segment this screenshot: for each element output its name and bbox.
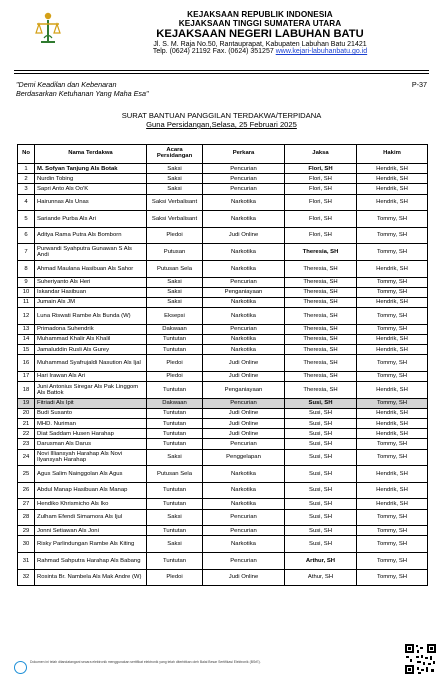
cell-no: 17 — [18, 371, 35, 381]
cell-perkara: Judi Online — [203, 408, 285, 418]
letterhead-website-link[interactable]: www.kejari-labuhanbatu.go.id — [275, 48, 368, 56]
cell-jaksa: Theresia, SH — [285, 297, 357, 307]
cell-jaksa: Theresia, SH — [285, 382, 357, 399]
cell-no: 19 — [18, 398, 35, 408]
table-row — [18, 355, 428, 372]
footer-note: Dokumen ini telah ditandatangani secara elektronik menggunakan sertifikat elektronik yang telah diterbitkan oleh Balai Besar Sertifikasi Elektronik (BSrE). — [30, 660, 261, 664]
cell-no: 11 — [18, 297, 35, 307]
cell-hakim: Tommy, SH — [357, 355, 428, 372]
column-header-no: No — [18, 145, 35, 164]
cell-hakim: Tommy, SH — [357, 509, 428, 526]
cell-name: Juni Antonius Siregar Als Pak Linggom Als Battok — [35, 382, 147, 399]
cell-jaksa: Theresia, SH — [285, 308, 357, 325]
letterhead-line-3: KEJAKSAAN NEGERI LABUHAN BATU — [156, 28, 364, 41]
cell-hakim: Hendrik, SH — [357, 419, 428, 429]
cell-name: Aditya Rama Putra Als Bomborn — [35, 227, 147, 244]
cell-name: Primadona Suhendrik — [35, 324, 147, 334]
cell-acara: Saksi — [147, 509, 203, 526]
cell-hakim: Tommy, SH — [357, 211, 428, 228]
cell-name: Hari Irawan Als Ari — [35, 371, 147, 381]
cell-perkara: Narkotika — [203, 297, 285, 307]
cell-acara: Tuntutan — [147, 419, 203, 429]
bsre-seal-icon — [14, 661, 27, 674]
cell-name: Diat Saddam Husen Harahap — [35, 429, 147, 439]
cell-hakim: Tommy, SH — [357, 277, 428, 287]
header-divider — [14, 70, 429, 71]
cell-perkara: Narkotika — [203, 260, 285, 277]
table-row — [18, 371, 428, 381]
cell-hakim: Hendrik, SH — [357, 260, 428, 277]
table-row — [18, 569, 428, 586]
cell-perkara: Narkotika — [203, 211, 285, 228]
table-row — [18, 287, 428, 297]
cell-perkara: Pencurian — [203, 398, 285, 408]
cell-jaksa: Theresia, SH — [285, 287, 357, 297]
cell-jaksa: Flori, SH — [285, 211, 357, 228]
cell-hakim: Hendrik, SH — [357, 334, 428, 344]
cell-name: Jumain Als JM — [35, 297, 147, 307]
table-row — [18, 552, 428, 569]
cell-no: 12 — [18, 308, 35, 325]
cell-name: Iskandar Hasibuan — [35, 287, 147, 297]
qr-code-icon — [404, 643, 437, 675]
table-row — [18, 398, 428, 408]
cell-acara: Saksi Verbalisant — [147, 194, 203, 211]
cell-hakim: Tommy, SH — [357, 324, 428, 334]
cell-jaksa: Susi, SH — [285, 429, 357, 439]
cell-jaksa: Theresia, SH — [285, 334, 357, 344]
cell-acara: Dakwaan — [147, 324, 203, 334]
cell-name: M. Sofyan Tanjung Als Botak — [35, 164, 147, 174]
column-header-jaksa: Jaksa — [285, 145, 357, 164]
document-title: SURAT BANTUAN PANGGILAN TERDAKWA/TERPIDANA — [121, 111, 322, 120]
cell-no: 23 — [18, 439, 35, 449]
table-row — [18, 482, 428, 499]
table-row — [18, 509, 428, 526]
cell-perkara: Judi Online — [203, 419, 285, 429]
table-row — [18, 164, 428, 174]
cell-perkara: Narkotika — [203, 536, 285, 553]
cell-jaksa: Flori, SH — [285, 184, 357, 194]
cell-name: Abdul Manap Hasibuan Als Manap — [35, 482, 147, 499]
cell-hakim: Tommy, SH — [357, 536, 428, 553]
cell-acara: Saksi Verbalisant — [147, 211, 203, 228]
table-row — [18, 449, 428, 466]
table-row — [18, 429, 428, 439]
table-row — [18, 382, 428, 399]
cell-perkara: Judi Online — [203, 371, 285, 381]
cell-perkara: Pencurian — [203, 509, 285, 526]
cell-jaksa: Flori, SH — [285, 174, 357, 184]
cell-jaksa: Theresia, SH — [285, 345, 357, 355]
table-row — [18, 244, 428, 261]
cell-perkara: Penganiayaan — [203, 287, 285, 297]
cell-jaksa: Theresia, SH — [285, 277, 357, 287]
cell-name: Jonni Setiawan Als Joni — [35, 526, 147, 536]
cell-acara: Tuntutan — [147, 429, 203, 439]
table-row — [18, 466, 428, 483]
letterhead-address: Jl. S. M. Raja No.50, Rantauprapat, Kabupaten Labuhan Batu 21421 — [153, 40, 367, 48]
cell-no: 21 — [18, 419, 35, 429]
cell-hakim: Tommy, SH — [357, 244, 428, 261]
cell-hakim: Hendrik, SH — [357, 297, 428, 307]
cell-no: 14 — [18, 334, 35, 344]
cell-hakim: Hendrik, SH — [357, 345, 428, 355]
cell-perkara: Judi Online — [203, 355, 285, 372]
cell-hakim: Tommy, SH — [357, 526, 428, 536]
cell-name: Rosinta Br. Nambela Als Mak Andre (W) — [35, 569, 147, 586]
cell-no: 20 — [18, 408, 35, 418]
cell-hakim: Hendrik, SH — [357, 429, 428, 439]
cell-jaksa: Flori, SH — [285, 194, 357, 211]
cell-name: Muhammad Khalir Als Khalil — [35, 334, 147, 344]
cell-hakim: Tommy, SH — [357, 439, 428, 449]
cell-acara: Tuntutan — [147, 334, 203, 344]
cell-acara: Saksi — [147, 449, 203, 466]
cell-no: 4 — [18, 194, 35, 211]
cell-perkara: Narkotika — [203, 499, 285, 509]
cell-hakim: Hendrik, SH — [357, 482, 428, 499]
cell-perkara: Pencurian — [203, 526, 285, 536]
table-row — [18, 419, 428, 429]
cell-perkara: Judi Online — [203, 227, 285, 244]
table-row — [18, 174, 428, 184]
column-header-hakim: Hakim — [357, 145, 428, 164]
letterhead-contact-line — [110, 48, 410, 55]
cell-perkara: Narkotika — [203, 345, 285, 355]
cell-no: 18 — [18, 382, 35, 399]
cell-hakim: Tommy, SH — [357, 371, 428, 381]
motto-line-2: Berdasarkan Ketuhanan Yang Maha Esa" — [16, 89, 149, 98]
cell-jaksa: Theresia, SH — [285, 244, 357, 261]
cell-perkara: Narkotika — [203, 308, 285, 325]
cell-perkara: Penganiayaan — [203, 382, 285, 399]
cell-no: 8 — [18, 260, 35, 277]
cell-acara: Tuntutan — [147, 482, 203, 499]
letterhead-contact: Telp. (0624) 21192 Fax. (0624) 351257 — [152, 48, 274, 56]
cell-perkara: Pencurian — [203, 439, 285, 449]
cell-name: Zulham Efendi Simamora Als Ijul — [35, 509, 147, 526]
cell-jaksa: Susi, SH — [285, 499, 357, 509]
cell-no: 32 — [18, 569, 35, 586]
column-header-perkara: Perkara — [203, 145, 285, 164]
cell-perkara: Narkotika — [203, 466, 285, 483]
cell-hakim: Hendrik, SH — [357, 466, 428, 483]
cell-no: 10 — [18, 287, 35, 297]
table-row — [18, 308, 428, 325]
cell-acara: Tuntutan — [147, 408, 203, 418]
cell-no: 26 — [18, 482, 35, 499]
cell-name: Sariande Purba Als Ari — [35, 211, 147, 228]
cell-no: 1 — [18, 164, 35, 174]
table-row — [18, 194, 428, 211]
cell-jaksa: Flori, SH — [285, 227, 357, 244]
cell-acara: Tuntutan — [147, 552, 203, 569]
table-row — [18, 184, 428, 194]
cell-perkara: Narkotika — [203, 194, 285, 211]
kejaksaan-emblem-icon — [33, 11, 63, 45]
cell-jaksa: Flori, SH — [285, 164, 357, 174]
table-row — [18, 324, 428, 334]
cell-name: Risky Parlindungan Rambe Als Kiting — [35, 536, 147, 553]
cell-acara: Putusan — [147, 244, 203, 261]
cell-no: 2 — [18, 174, 35, 184]
cell-acara: Pledoi — [147, 355, 203, 372]
cell-name: Budi Susanto — [35, 408, 147, 418]
cell-name: Nurdin Tobing — [35, 174, 147, 184]
cell-name: Jamaluddin Rusli Als Gurey — [35, 345, 147, 355]
cell-perkara: Judi Online — [203, 429, 285, 439]
cell-name: Fitriadi Als Ipit — [35, 398, 147, 408]
cell-jaksa: Susi, SH — [285, 419, 357, 429]
cell-perkara: Pencurian — [203, 174, 285, 184]
cell-no: 7 — [18, 244, 35, 261]
cell-hakim: Tommy, SH — [357, 308, 428, 325]
cell-acara: Putusan Sela — [147, 466, 203, 483]
cell-acara: Saksi — [147, 174, 203, 184]
table-body — [18, 164, 428, 586]
document-subtitle-text: Guna Persidangan,Selasa, 25 Februari 2025 — [146, 120, 297, 129]
cell-acara: Saksi — [147, 287, 203, 297]
cell-acara: Saksi — [147, 536, 203, 553]
cell-no: 3 — [18, 184, 35, 194]
table-row — [18, 297, 428, 307]
cell-name: Agus Salim Nainggolan Als Agus — [35, 466, 147, 483]
table-header-row — [18, 145, 428, 164]
cell-perkara: Narkotika — [203, 334, 285, 344]
cell-jaksa: Arthur, SH — [285, 552, 357, 569]
cell-name: MHD. Nuriman — [35, 419, 147, 429]
cell-hakim: Tommy, SH — [357, 449, 428, 466]
cell-jaksa: Susi, SH — [285, 526, 357, 536]
cell-no: 31 — [18, 552, 35, 569]
cell-no: 15 — [18, 345, 35, 355]
cell-acara: Saksi — [147, 164, 203, 174]
cell-perkara: Pencurian — [203, 277, 285, 287]
cell-no: 29 — [18, 526, 35, 536]
cell-hakim: Tommy, SH — [357, 227, 428, 244]
cell-jaksa: Susi, SH — [285, 536, 357, 553]
cell-no: 22 — [18, 429, 35, 439]
cell-no: 5 — [18, 211, 35, 228]
cell-hakim: Hendrik, SH — [357, 382, 428, 399]
cell-perkara: Penggelapan — [203, 449, 285, 466]
letterhead — [110, 11, 410, 56]
cell-no: 16 — [18, 355, 35, 372]
cell-hakim: Hendrik, SH — [357, 164, 428, 174]
cell-perkara: Pencurian — [203, 184, 285, 194]
cell-acara: Putusan Sela — [147, 260, 203, 277]
cell-jaksa: Susi, SH — [285, 509, 357, 526]
cell-acara: Eksepsi — [147, 308, 203, 325]
cell-jaksa: Susi, SH — [285, 482, 357, 499]
cell-no: 25 — [18, 466, 35, 483]
table-row — [18, 227, 428, 244]
cell-name: Hairunnas Als Unas — [35, 194, 147, 211]
cell-no: 27 — [18, 499, 35, 509]
letterhead-line-1: KEJAKSAAN REPUBLIK INDONESIA — [187, 10, 333, 19]
cell-perkara: Judi Online — [203, 569, 285, 586]
table-row — [18, 334, 428, 344]
cell-jaksa: Susi, SH — [285, 398, 357, 408]
table-row — [18, 408, 428, 418]
cell-acara: Pledoi — [147, 371, 203, 381]
cell-perkara: Pencurian — [203, 552, 285, 569]
cell-hakim: Hendrik, SH — [357, 194, 428, 211]
cell-hakim: Hendrik, SH — [357, 174, 428, 184]
cell-no: 24 — [18, 449, 35, 466]
table-row — [18, 345, 428, 355]
cell-jaksa: Theresia, SH — [285, 260, 357, 277]
motto-line-1: "Demi Keadilan dan Kebenaran — [16, 80, 117, 89]
cell-no: 28 — [18, 509, 35, 526]
cell-hakim: Tommy, SH — [357, 552, 428, 569]
motto — [16, 80, 149, 98]
cell-jaksa: Susi, SH — [285, 466, 357, 483]
cell-acara: Tuntutan — [147, 345, 203, 355]
cell-acara: Tuntutan — [147, 439, 203, 449]
table-row — [18, 260, 428, 277]
cell-jaksa: Athur, SH — [285, 569, 357, 586]
cell-acara: Pledoi — [147, 569, 203, 586]
cell-hakim: Tommy, SH — [357, 398, 428, 408]
table-row — [18, 439, 428, 449]
table-row — [18, 536, 428, 553]
cell-name: Purwandi Syahputra Gunawan S Als Andi — [35, 244, 147, 261]
cell-jaksa: Susi, SH — [285, 408, 357, 418]
cell-name: Novi Illiansyah Harahap Als Novi Ilyansyah Harahap — [35, 449, 147, 466]
cell-name: Hendiko Khrismicho Als Iko — [35, 499, 147, 509]
cell-jaksa: Theresia, SH — [285, 355, 357, 372]
document-subtitle — [0, 120, 443, 129]
cell-hakim: Hendrik, SH — [357, 408, 428, 418]
cell-perkara: Pencurian — [203, 324, 285, 334]
cell-name: Muhammad Syafrujaldi Nasution Als Ijal — [35, 355, 147, 372]
table-row — [18, 211, 428, 228]
summons-table — [17, 144, 428, 586]
cell-name: Luna Riswati Rambe Als Bunda (W) — [35, 308, 147, 325]
table-row — [18, 499, 428, 509]
cell-acara: Tuntutan — [147, 382, 203, 399]
cell-name: Rahmad Sahputra Harahap Als Babang — [35, 552, 147, 569]
cell-name: Suheriyanto Als Heri — [35, 277, 147, 287]
cell-perkara: Pencurian — [203, 164, 285, 174]
cell-jaksa: Theresia, SH — [285, 324, 357, 334]
cell-hakim: Hendrik, SH — [357, 184, 428, 194]
cell-acara: Tuntutan — [147, 499, 203, 509]
cell-jaksa: Theresia, SH — [285, 371, 357, 381]
letterhead-line-2: KEJAKSAAN TINGGI SUMATERA UTARA — [178, 18, 342, 28]
cell-acara: Saksi — [147, 184, 203, 194]
cell-no: 30 — [18, 536, 35, 553]
cell-hakim: Tommy, SH — [357, 287, 428, 297]
cell-hakim: Hendrik, SH — [357, 499, 428, 509]
cell-perkara: Narkotika — [203, 482, 285, 499]
cell-name: Darusman Als Darus — [35, 439, 147, 449]
cell-jaksa: Susi, SH — [285, 439, 357, 449]
cell-perkara: Narkotika — [203, 244, 285, 261]
cell-jaksa: Susi, SH — [285, 449, 357, 466]
cell-acara: Saksi — [147, 297, 203, 307]
column-header-name: Nama Terdakwa — [35, 145, 147, 164]
document-code: P-37 — [411, 80, 427, 89]
table-row — [18, 277, 428, 287]
cell-acara: Pledoi — [147, 227, 203, 244]
cell-acara: Tuntutan — [147, 526, 203, 536]
cell-name: Ahmad Maulana Hasibuan Als Sahor — [35, 260, 147, 277]
cell-acara: Dakwaan — [147, 398, 203, 408]
cell-name: Sapri Anto Als Oo'K — [35, 184, 147, 194]
cell-no: 9 — [18, 277, 35, 287]
cell-hakim: Tommy, SH — [357, 569, 428, 586]
cell-no: 6 — [18, 227, 35, 244]
header-divider-thin — [14, 73, 429, 74]
column-header-acara: Acara Persidangan — [147, 145, 203, 164]
cell-no: 13 — [18, 324, 35, 334]
cell-acara: Saksi — [147, 277, 203, 287]
table-row — [18, 526, 428, 536]
